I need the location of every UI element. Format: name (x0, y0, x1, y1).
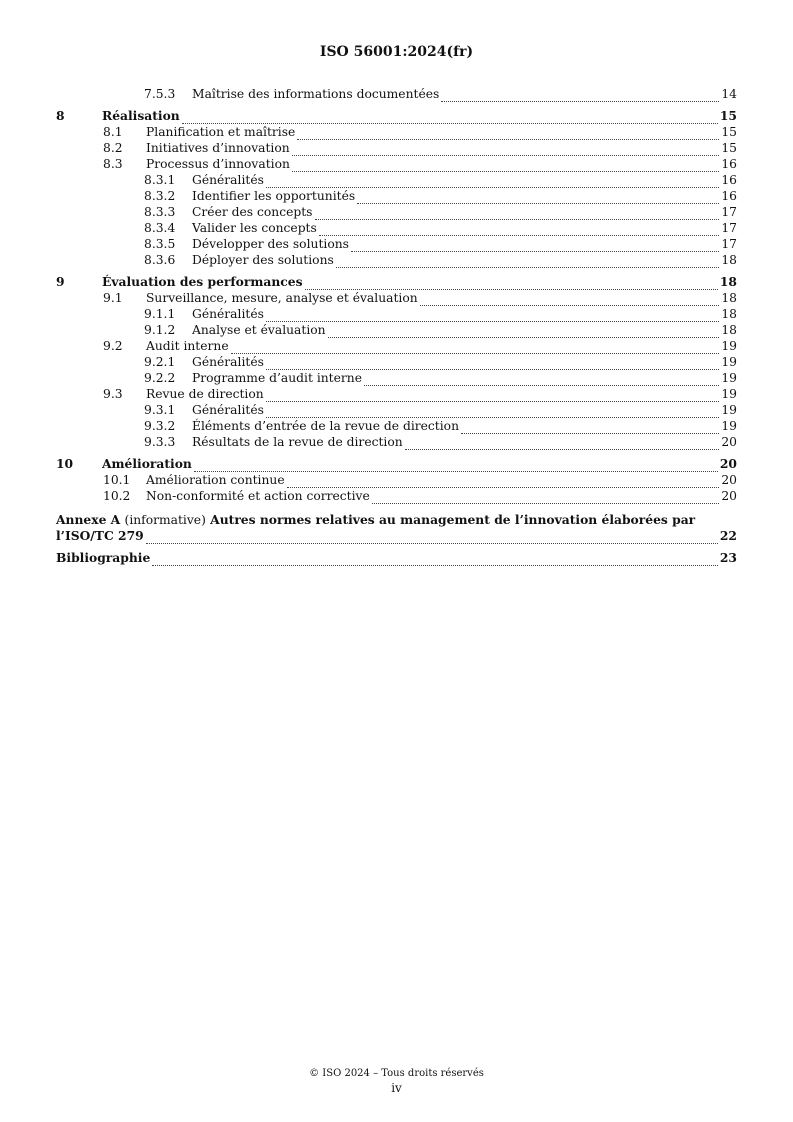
toc-entry-level-3[interactable] (56, 236, 737, 252)
toc-entry-page-number: 18 (721, 291, 737, 305)
toc-entry-page-number: 20 (721, 435, 737, 449)
toc-entry-page-number: 20 (721, 489, 737, 503)
toc-entry-number: 9.1.2 (144, 323, 176, 337)
toc-entry-title: Valider les concepts (192, 221, 317, 235)
dot-leader (182, 112, 718, 124)
bibliography-page-number: 23 (719, 550, 737, 565)
toc-entry-level-3[interactable] (56, 354, 737, 370)
toc-entry-number: 9.1 (103, 291, 123, 305)
toc-entry-number: 9.3 (103, 387, 123, 401)
toc-entry-title: Déployer des solutions (192, 253, 334, 267)
toc-entry-title: Amélioration (102, 456, 192, 471)
toc-entry-page-number: 19 (721, 403, 737, 417)
toc-entry-page-number: 19 (721, 355, 737, 369)
toc-entry-title: Processus d’innovation (146, 157, 290, 171)
toc-entry-number: 9.2.2 (144, 371, 176, 385)
dot-leader (351, 240, 719, 252)
toc-entry-number: 9.3.2 (144, 419, 176, 433)
toc-entry-number: 8 (56, 108, 65, 123)
bibliography-title: Bibliographie (56, 550, 151, 565)
dot-leader (305, 278, 718, 290)
table-of-contents (56, 86, 737, 566)
toc-entry-level-3[interactable] (56, 370, 737, 386)
toc-entry-number: 9.3.1 (144, 403, 176, 417)
toc-entry-title: Identifier les opportunités (192, 189, 356, 203)
toc-entry-number: 8.3 (103, 157, 123, 171)
toc-entry-title: Développer des solutions (192, 237, 349, 251)
toc-entry-level-1[interactable] (56, 274, 737, 290)
toc-entry-level-1[interactable] (56, 456, 737, 472)
toc-entry-number: 10.1 (103, 473, 131, 487)
toc-entry-level-3[interactable] (56, 322, 737, 338)
toc-entry-level-2[interactable] (56, 290, 737, 306)
dot-leader (461, 422, 719, 434)
dot-leader (231, 342, 720, 354)
annex-title-continuation (56, 528, 737, 544)
toc-entry-title: Initiatives d’innovation (146, 141, 290, 155)
toc-entry-number: 8.3.4 (144, 221, 176, 235)
dot-leader (405, 438, 720, 450)
toc-entry-level-3[interactable] (56, 418, 737, 434)
toc-entry-level-1[interactable] (56, 108, 737, 124)
toc-entry-title: Revue de direction (146, 387, 264, 401)
toc-entry-number: 8.3.6 (144, 253, 176, 267)
toc-entry-number: 9.2 (103, 339, 123, 353)
toc-entry-page-number: 15 (719, 108, 737, 123)
dot-leader (372, 492, 720, 504)
annex-heading-line (56, 512, 737, 528)
toc-entry-level-3[interactable] (56, 172, 737, 188)
document-title: ISO 56001:2024(fr) (319, 44, 474, 60)
toc-entry-page-number: 16 (721, 173, 737, 187)
annex-title-line2: l’ISO/TC 279 (56, 528, 144, 543)
dot-leader (266, 310, 719, 322)
dot-leader (266, 176, 719, 188)
toc-entry-page-number: 17 (721, 205, 737, 219)
toc-entry-level-3[interactable] (56, 204, 737, 220)
toc-entry-number: 8.3.1 (144, 173, 176, 187)
toc-entry-title: Analyse et évaluation (192, 323, 326, 337)
toc-entry-page-number: 16 (721, 157, 737, 171)
dot-leader (357, 192, 719, 204)
dot-leader (266, 358, 719, 370)
toc-entry-level-3[interactable] (56, 306, 737, 322)
toc-entry-number: 10 (56, 456, 74, 471)
toc-entry-title: Généralités (192, 173, 264, 187)
dot-leader (420, 294, 720, 306)
toc-entry-page-number: 18 (719, 274, 737, 289)
toc-entry-number: 9.1.1 (144, 307, 176, 321)
annex-page-number: 22 (719, 528, 737, 543)
toc-entry-page-number: 20 (721, 473, 737, 487)
toc-entry-title: Créer des concepts (192, 205, 313, 219)
toc-entry-title: Planification et maîtrise (146, 125, 296, 139)
document-header (0, 44, 793, 60)
toc-bibliography-entry[interactable] (56, 550, 737, 566)
annex-title-line1: Autres normes relatives au management de l’innovation élaborées par (210, 512, 696, 527)
page-number: iv (391, 1081, 402, 1095)
toc-entry-level-2[interactable] (56, 488, 737, 504)
toc-entry-page-number: 19 (721, 339, 737, 353)
toc-entry-level-3[interactable] (56, 252, 737, 268)
toc-entry-number: 9.3.3 (144, 435, 176, 449)
toc-entry-page-number: 19 (721, 387, 737, 401)
dot-leader (146, 532, 718, 544)
toc-entry-level-2[interactable] (56, 124, 737, 140)
toc-entry-title: Généralités (192, 355, 264, 369)
dot-leader (266, 406, 719, 418)
toc-entry-page-number: 17 (721, 237, 737, 251)
dot-leader (292, 160, 719, 172)
toc-entry-level-3[interactable] (56, 86, 737, 102)
dot-leader (441, 90, 719, 102)
toc-entry-title: Programme d’audit interne (192, 371, 362, 385)
dot-leader (328, 326, 720, 338)
toc-entry-number: 8.3.2 (144, 189, 176, 203)
dot-leader (297, 128, 719, 140)
toc-entry-title: Éléments d’entrée de la revue de direction (192, 419, 460, 433)
dot-leader (287, 476, 720, 488)
toc-entry-level-2[interactable] (56, 338, 737, 354)
toc-entry-page-number: 18 (721, 307, 737, 321)
toc-entry-title: Généralités (192, 307, 264, 321)
toc-entry-level-3[interactable] (56, 188, 737, 204)
toc-entry-title: Maîtrise des informations documentées (192, 87, 440, 101)
toc-entry-page-number: 19 (721, 371, 737, 385)
toc-entry-level-2[interactable] (56, 156, 737, 172)
dot-leader (194, 460, 718, 472)
toc-entry-page-number: 17 (721, 221, 737, 235)
toc-annex-entry[interactable] (56, 512, 737, 544)
toc-entry-title: Amélioration continue (146, 473, 285, 487)
toc-entry-number: 7.5.3 (144, 87, 176, 101)
toc-entry-level-2[interactable] (56, 386, 737, 402)
toc-entry-page-number: 15 (721, 125, 737, 139)
toc-entry-title: Résultats de la revue de direction (192, 435, 403, 449)
toc-entry-number: 9.2.1 (144, 355, 176, 369)
toc-entry-title: Audit interne (146, 339, 229, 353)
toc-entry-number: 8.2 (103, 141, 123, 155)
toc-entry-number: 8.3.5 (144, 237, 176, 251)
dot-leader (266, 390, 720, 402)
dot-leader (315, 208, 720, 220)
page-footer (0, 1068, 793, 1095)
toc-entry-page-number: 19 (721, 419, 737, 433)
toc-entry-page-number: 20 (719, 456, 737, 471)
toc-entry-page-number: 14 (721, 87, 737, 101)
toc-entry-page-number: 18 (721, 323, 737, 337)
dot-leader (152, 554, 718, 566)
toc-entry-page-number: 16 (721, 189, 737, 203)
toc-entry-title: Évaluation des performances (102, 274, 303, 289)
toc-entry-number: 8.3.3 (144, 205, 176, 219)
toc-entry-level-2[interactable] (56, 140, 737, 156)
toc-entry-page-number: 15 (721, 141, 737, 155)
toc-entry-level-2[interactable] (56, 472, 737, 488)
annex-label: Annexe A (56, 512, 121, 527)
toc-entry-title: Non-conformité et action corrective (146, 489, 370, 503)
toc-entry-number: 8.1 (103, 125, 123, 139)
toc-entry-title: Réalisation (102, 108, 180, 123)
dot-leader (364, 374, 719, 386)
copyright-notice: © ISO 2024 – Tous droits réservés (309, 1068, 484, 1079)
toc-entry-number: 9 (56, 274, 65, 289)
toc-entry-level-3[interactable] (56, 434, 737, 450)
dot-leader (319, 224, 720, 236)
toc-entry-title: Généralités (192, 403, 264, 417)
toc-entry-number: 10.2 (103, 489, 131, 503)
toc-entries (56, 86, 737, 504)
dot-leader (336, 256, 720, 268)
annex-type: (informative) (124, 513, 206, 527)
dot-leader (292, 144, 720, 156)
toc-entry-title: Surveillance, mesure, analyse et évaluation (146, 291, 418, 305)
toc-entry-page-number: 18 (721, 253, 737, 267)
toc-entry-level-3[interactable] (56, 220, 737, 236)
toc-entry-level-3[interactable] (56, 402, 737, 418)
